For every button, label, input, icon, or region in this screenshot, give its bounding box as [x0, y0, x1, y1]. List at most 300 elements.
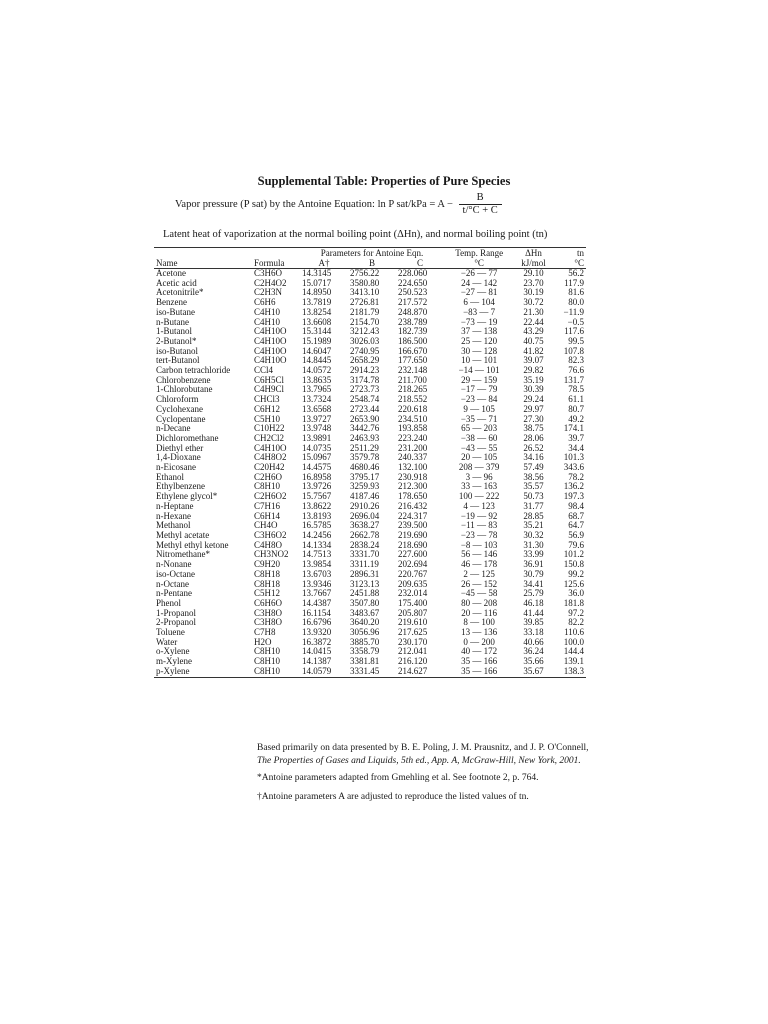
formula-cell: C4H10O — [254, 355, 287, 366]
antoine-a-cell: 13.8254 — [302, 306, 332, 317]
formula-cell: CCl4 — [254, 365, 274, 376]
antoine-c-cell: 250.523 — [398, 287, 428, 298]
species-name-cell: Cyclopentane — [156, 413, 206, 424]
formula-cell: C20H42 — [254, 462, 285, 473]
species-name-cell: n-Heptane — [156, 500, 194, 511]
formula-cell: C6H6O — [254, 597, 283, 608]
boiling-point-cell: 78.5 — [568, 384, 584, 395]
antoine-c-cell: 230.170 — [398, 636, 428, 647]
antoine-b-cell: 3331.70 — [350, 549, 380, 560]
temp-range-cell: −23 — 84 — [460, 394, 498, 405]
antoine-a-cell: 13.8622 — [302, 500, 332, 511]
temp-range-cell: 29 — 159 — [461, 374, 498, 385]
heat-vaporization-cell: 38.75 — [523, 423, 544, 434]
temp-range-cell: 24 — 142 — [461, 277, 498, 288]
boiling-point-cell: 144.4 — [563, 646, 584, 657]
formula-cell: C5H10 — [254, 413, 281, 424]
antoine-c-cell: 220.767 — [398, 568, 428, 579]
antoine-c-cell: 248.870 — [398, 306, 428, 317]
heat-vaporization-cell: 46.18 — [523, 597, 544, 608]
antoine-a-cell: 13.9727 — [302, 413, 332, 424]
antoine-b-cell: 2658.29 — [350, 355, 380, 366]
antoine-a-cell: 13.6703 — [302, 568, 332, 579]
species-name-cell: n-Pentane — [156, 588, 192, 599]
species-name-cell: Ethanol — [156, 471, 184, 482]
antoine-c-cell: 186.500 — [398, 335, 428, 346]
antoine-c-cell: 239.500 — [398, 520, 428, 531]
antoine-a-cell: 13.8635 — [302, 374, 332, 385]
antoine-a-cell: 14.4387 — [302, 597, 332, 608]
boiling-point-cell: 99.2 — [568, 568, 584, 579]
temp-range-cell: 6 — 104 — [463, 297, 495, 308]
antoine-c-cell: 218.552 — [398, 394, 428, 405]
heat-vaporization-cell: 22.44 — [523, 316, 544, 327]
temp-range-cell: 33 — 163 — [461, 481, 498, 492]
temp-range-cell: 4 — 123 — [463, 500, 495, 511]
antoine-b-cell: 3212.43 — [350, 326, 380, 337]
boiling-point-cell: 343.6 — [563, 462, 584, 473]
boiling-point-cell: 100.0 — [563, 636, 584, 647]
antoine-a-cell: 14.0735 — [302, 442, 332, 453]
species-name-cell: Carbon tetrachloride — [156, 365, 231, 376]
heat-vaporization-cell: 29.10 — [523, 268, 544, 278]
antoine-c-cell: 175.400 — [398, 597, 428, 608]
formula-cell: C8H18 — [254, 578, 281, 589]
heat-vaporization-cell: 28.06 — [523, 432, 544, 443]
formula-cell: C3H6O2 — [254, 529, 287, 540]
species-name-cell: n-Eicosane — [156, 462, 196, 473]
antoine-a-cell: 16.6796 — [302, 617, 332, 628]
antoine-a-cell: 13.7965 — [302, 384, 332, 395]
temp-range-cell: 10 — 101 — [461, 355, 498, 366]
antoine-c-cell: 224.650 — [398, 277, 428, 288]
antoine-a-cell: 15.3144 — [302, 326, 332, 337]
antoine-c-cell: 217.572 — [398, 297, 428, 308]
antoine-b-cell: 2696.04 — [350, 510, 380, 521]
antoine-a-cell: 13.9854 — [302, 559, 332, 570]
antoine-a-cell: 14.0579 — [302, 665, 332, 676]
formula-cell: C2H6O2 — [254, 491, 287, 502]
antoine-b-cell: 2756.22 — [350, 268, 380, 278]
antoine-c-cell: 216.432 — [398, 500, 428, 511]
boiling-point-cell: 99.5 — [568, 335, 584, 346]
boiling-point-cell: 98.4 — [568, 500, 584, 511]
boiling-point-cell: 131.7 — [563, 374, 584, 385]
formula-cell: C3H8O — [254, 607, 283, 618]
antoine-b-cell: 3640.20 — [350, 617, 380, 628]
heat-vaporization-cell: 40.75 — [523, 335, 544, 346]
formula-cell: C4H10O — [254, 326, 287, 337]
heat-vaporization-cell: 33.99 — [523, 549, 544, 560]
heat-vaporization-cell: 27.30 — [523, 413, 544, 424]
heat-vaporization-cell: 35.19 — [523, 374, 544, 385]
species-name-cell: Nitromethane* — [156, 549, 210, 560]
heat-vaporization-cell: 57.49 — [523, 462, 544, 473]
formula-cell: C8H10 — [254, 665, 281, 676]
antoine-b-cell: 2723.44 — [350, 403, 380, 414]
formula-cell: C6H6 — [254, 297, 276, 308]
heat-vaporization-cell: 30.39 — [523, 384, 544, 395]
boiling-point-cell: 125.6 — [563, 578, 584, 589]
antoine-c-cell: 218.265 — [398, 384, 428, 395]
formula-cell: C4H9Cl — [254, 384, 285, 395]
antoine-a-cell: 13.9726 — [302, 481, 332, 492]
antoine-c-cell: 217.625 — [398, 627, 428, 638]
formula-cell: C4H10O — [254, 442, 287, 453]
antoine-denominator: t/°C + C — [462, 205, 498, 216]
antoine-b-cell: 3174.78 — [350, 374, 380, 385]
antoine-a-cell: 16.8958 — [302, 471, 332, 482]
antoine-b-cell: 2896.31 — [350, 568, 380, 579]
heat-vaporization-cell: 43.29 — [523, 326, 544, 337]
star-footnote: *Antoine parameters adapted from Gmehling et al. See footnote 2, p. 764. — [257, 773, 539, 783]
boiling-point-cell: 36.0 — [568, 588, 584, 599]
temp-range-cell: 37 — 138 — [461, 326, 498, 337]
antoine-c-cell: 132.100 — [398, 462, 428, 473]
antoine-a-cell: 16.3872 — [302, 636, 332, 647]
formula-cell: C6H12 — [254, 403, 281, 414]
species-name-cell: Acetonitrile* — [156, 287, 204, 298]
boiling-point-cell: 136.2 — [563, 481, 584, 492]
species-name-cell: n-Octane — [156, 578, 189, 589]
temp-range-cell: 20 — 116 — [461, 607, 497, 618]
antoine-a-cell: 14.2456 — [302, 529, 332, 540]
boiling-point-cell: 110.6 — [564, 627, 584, 638]
boiling-point-cell: 117.9 — [564, 277, 584, 288]
antoine-c-cell: 223.240 — [398, 432, 428, 443]
antoine-b-cell: 3483.67 — [350, 607, 380, 618]
antoine-b-cell: 2181.79 — [350, 306, 380, 317]
temp-range-cell: −26 — 77 — [460, 268, 498, 278]
heat-vaporization-cell: 34.16 — [523, 452, 544, 463]
heat-vaporization-cell: 26.52 — [523, 442, 544, 453]
formula-cell: C4H10O — [254, 335, 287, 346]
heat-vaporization-cell: 36.91 — [523, 559, 544, 570]
boiling-point-cell: 34.4 — [568, 442, 584, 453]
formula-cell: CH4O — [254, 520, 278, 531]
boiling-point-cell: 80.0 — [568, 297, 584, 308]
species-name-cell: Ethylbenzene — [156, 481, 205, 492]
species-name-cell: m-Xylene — [156, 656, 192, 667]
antoine-b-cell: 2548.74 — [350, 394, 380, 405]
temp-range-cell: 35 — 166 — [461, 656, 498, 667]
antoine-c-cell: 232.148 — [398, 365, 428, 376]
source-line-2: The Properties of Gases and Liquids, 5th ed., App. A, McGraw-Hill, New York, 2001. — [257, 756, 581, 766]
a-header: A† — [318, 258, 330, 268]
formula-cell: C2H6O — [254, 471, 283, 482]
antoine-a-cell: 14.4575 — [302, 462, 332, 473]
antoine-b-cell: 4680.46 — [350, 462, 380, 473]
header-row-1 — [154, 248, 586, 259]
temp-range-cell: −14 — 101 — [458, 365, 500, 376]
heat-vaporization-cell: 21.30 — [523, 306, 544, 317]
antoine-equation-line — [175, 192, 595, 217]
antoine-a-cell: 14.0572 — [302, 365, 332, 376]
temp-range-cell: −35 — 71 — [460, 413, 498, 424]
boiling-point-cell: 97.2 — [568, 607, 584, 618]
antoine-c-cell: 234.510 — [398, 413, 428, 424]
page-title: Supplemental Table: Properties of Pure Species — [257, 174, 511, 188]
antoine-a-cell: 14.6047 — [302, 345, 332, 356]
antoine-c-cell: 231.200 — [398, 442, 428, 453]
formula-cell: C6H14 — [254, 510, 281, 521]
species-name-cell: 1,4-Dioxane — [156, 452, 201, 463]
antoine-a-cell: 14.7513 — [302, 549, 332, 560]
antoine-a-cell: 14.8445 — [302, 355, 332, 366]
species-name-cell: 1-Propanol — [156, 607, 196, 618]
boiling-point-cell: 150.8 — [563, 559, 584, 570]
temp-range-cell: 46 — 178 — [461, 559, 498, 570]
antoine-c-cell: 238.789 — [398, 316, 428, 327]
boiling-point-cell: 181.8 — [563, 597, 584, 608]
heat-vaporization-cell: 39.85 — [523, 617, 544, 628]
boiling-point-cell: −11.9 — [563, 306, 584, 317]
heat-vaporization-cell: 28.85 — [523, 510, 544, 521]
antoine-b-cell: 3259.93 — [350, 481, 380, 492]
formula-cell: C9H20 — [254, 559, 281, 570]
formula-cell: C8H10 — [254, 656, 281, 667]
heat-vaporization-cell: 41.82 — [523, 345, 544, 356]
species-name-cell: iso-Octane — [156, 568, 195, 579]
antoine-a-cell: 15.1989 — [302, 335, 332, 346]
species-name-cell: 1-Butanol — [156, 326, 192, 337]
temp-range-cell: −11 — 83 — [461, 520, 498, 531]
dh-unit-header: kJ/mol — [521, 258, 546, 268]
species-name-cell: Water — [156, 636, 178, 647]
antoine-b-cell: 3331.45 — [350, 665, 380, 676]
antoine-c-cell: 232.014 — [398, 588, 428, 599]
heat-vaporization-cell: 38.56 — [523, 471, 544, 482]
tn-header: tn — [576, 248, 584, 258]
species-name-cell: Methyl acetate — [156, 529, 210, 540]
formula-cell: C7H8 — [254, 627, 276, 638]
latent-heat-line: Latent heat of vaporization at the normal boiling point (ΔHn), and normal boiling point (tn) — [163, 229, 548, 240]
temp-range-cell: 100 — 222 — [458, 491, 500, 502]
antoine-a-cell: 13.6608 — [302, 316, 332, 327]
formula-cell: C4H10 — [254, 306, 281, 317]
boiling-point-cell: 139.1 — [563, 656, 584, 667]
heat-vaporization-cell: 25.79 — [523, 588, 544, 599]
boiling-point-cell: 39.7 — [568, 432, 584, 443]
species-name-cell: Methyl ethyl ketone — [156, 539, 229, 550]
antoine-b-cell: 3358.79 — [350, 646, 380, 657]
boiling-point-cell: 174.1 — [563, 423, 584, 434]
table-row — [154, 667, 586, 677]
formula-cell: C8H18 — [254, 568, 281, 579]
antoine-a-cell: 13.9346 — [302, 578, 332, 589]
heat-vaporization-cell: 40.66 — [523, 636, 544, 647]
temp-range-cell: −43 — 55 — [460, 442, 498, 453]
formula-cell: C7H16 — [254, 500, 281, 511]
formula-cell: C4H8O — [254, 539, 283, 550]
formula-cell: C2H4O2 — [254, 277, 287, 288]
antoine-a-cell: 16.5785 — [302, 520, 332, 531]
temp-range-cell: −19 — 92 — [460, 510, 498, 521]
formula-cell: C4H10 — [254, 316, 281, 327]
boiling-point-cell: 68.7 — [568, 510, 584, 521]
temp-unit-header: °C — [474, 258, 484, 268]
antoine-b-cell: 3381.81 — [350, 656, 380, 667]
species-name-cell: iso-Butane — [156, 306, 195, 317]
antoine-c-cell: 211.700 — [398, 374, 427, 385]
formula-cell: CH3NO2 — [254, 549, 289, 560]
heat-vaporization-cell: 41.44 — [523, 607, 544, 618]
temp-range-cell: 8 — 100 — [463, 617, 495, 628]
species-name-cell: 2-Butanol* — [156, 335, 197, 346]
heat-vaporization-cell: 39.07 — [523, 355, 544, 366]
species-name-cell: tert-Butanol — [156, 355, 200, 366]
species-name-cell: Methanol — [156, 520, 191, 531]
temp-range-cell: 9 — 105 — [463, 403, 495, 414]
boiling-point-cell: 107.8 — [563, 345, 584, 356]
antoine-c-cell: 205.807 — [398, 607, 428, 618]
antoine-numerator: B — [459, 192, 502, 205]
boiling-point-cell: 138.3 — [563, 665, 584, 676]
species-name-cell: n-Butane — [156, 316, 189, 327]
species-name-cell: p-Xylene — [156, 665, 190, 676]
antoine-c-cell: 220.618 — [398, 403, 428, 414]
species-name-cell: o-Xylene — [156, 646, 190, 657]
formula-cell: C3H6O — [254, 268, 283, 278]
antoine-b-cell: 2838.24 — [350, 539, 380, 550]
temp-range-cell: 3 — 96 — [465, 471, 493, 482]
antoine-a-cell: 13.9748 — [302, 423, 332, 434]
antoine-a-cell: 14.1387 — [302, 656, 332, 667]
formula-cell: CH2Cl2 — [254, 432, 285, 443]
antoine-a-cell: 13.7324 — [302, 394, 332, 405]
antoine-b-cell: 3026.03 — [350, 335, 380, 346]
boiling-point-cell: 81.6 — [568, 287, 584, 298]
c-header: C — [417, 258, 424, 268]
formula-header: Formula — [254, 258, 285, 268]
boiling-point-cell: 82.2 — [568, 617, 584, 628]
heat-vaporization-cell: 29.24 — [523, 394, 544, 405]
heat-vaporization-cell: 30.72 — [523, 297, 544, 308]
antoine-c-cell: 193.858 — [398, 423, 428, 434]
temp-range-cell: 30 — 128 — [461, 345, 498, 356]
temp-range-cell: −45 — 58 — [460, 588, 498, 599]
species-name-cell: Toluene — [156, 627, 185, 638]
boiling-point-cell: 56.2 — [568, 268, 584, 278]
antoine-c-cell: 224.317 — [398, 510, 428, 521]
b-header: B — [368, 258, 375, 268]
antoine-c-cell: 202.694 — [398, 559, 428, 570]
antoine-c-cell: 218.690 — [398, 539, 428, 550]
antoine-a-cell: 13.8193 — [302, 510, 332, 521]
antoine-b-cell: 3311.19 — [350, 559, 379, 570]
antoine-c-cell: 219.690 — [398, 529, 428, 540]
temp-range-cell: 20 — 105 — [461, 452, 498, 463]
formula-cell: C8H10 — [254, 481, 281, 492]
temp-range-cell: 40 — 172 — [461, 646, 498, 657]
boiling-point-cell: −0.5 — [567, 316, 584, 327]
antoine-b-cell: 2463.93 — [350, 432, 380, 443]
antoine-c-cell: 240.337 — [398, 452, 428, 463]
boiling-point-cell: 80.7 — [568, 403, 584, 414]
heat-vaporization-cell: 50.73 — [523, 491, 544, 502]
antoine-c-cell: 227.600 — [398, 549, 428, 560]
heat-vaporization-cell: 31.77 — [523, 500, 544, 511]
temp-range-cell: −38 — 60 — [460, 432, 498, 443]
boiling-point-cell: 197.3 — [563, 491, 584, 502]
temp-range-cell: −17 — 79 — [460, 384, 498, 395]
heat-vaporization-cell: 29.82 — [523, 365, 544, 376]
properties-table-container — [154, 247, 586, 680]
formula-cell: CHCl3 — [254, 394, 280, 405]
temp-range-cell: 2 — 125 — [463, 568, 495, 579]
antoine-b-cell: 2154.70 — [350, 316, 380, 327]
species-name-cell: Acetic acid — [156, 277, 197, 288]
antoine-b-cell: 3056.96 — [350, 627, 380, 638]
antoine-a-cell: 13.9320 — [302, 627, 332, 638]
antoine-b-cell: 3442.76 — [350, 423, 380, 434]
antoine-c-cell: 212.041 — [398, 646, 428, 657]
table-body — [154, 269, 586, 678]
formula-cell: C2H3N — [254, 287, 283, 298]
boiling-point-cell: 61.1 — [568, 394, 584, 405]
formula-cell: C6H5Cl — [254, 374, 285, 385]
heat-vaporization-cell: 36.24 — [523, 646, 544, 657]
boiling-point-cell: 64.7 — [568, 520, 584, 531]
temp-range-cell: −8 — 103 — [460, 539, 498, 550]
antoine-c-cell: 182.739 — [398, 326, 428, 337]
antoine-b-cell: 3580.80 — [350, 277, 380, 288]
formula-cell: C4H10O — [254, 345, 287, 356]
species-name-cell: n-Hexane — [156, 510, 191, 521]
boiling-point-cell: 101.3 — [563, 452, 584, 463]
boiling-point-cell: 117.6 — [564, 326, 584, 337]
antoine-a-cell: 15.0717 — [302, 277, 332, 288]
temp-range-cell: 26 — 152 — [461, 578, 498, 589]
antoine-c-cell: 219.610 — [398, 617, 428, 628]
boiling-point-cell: 101.2 — [563, 549, 584, 560]
species-name-cell: 2-Propanol — [156, 617, 196, 628]
temp-range-cell: 56 — 146 — [461, 549, 498, 560]
dagger-footnote: †Antoine parameters A are adjusted to reproduce the listed values of tn. — [257, 792, 529, 802]
species-name-cell: Cyclohexane — [156, 403, 203, 414]
species-name-cell: Chlorobenzene — [156, 374, 211, 385]
antoine-a-cell: 13.7667 — [302, 588, 332, 599]
temp-range-cell: 13 — 136 — [461, 627, 498, 638]
antoine-c-cell: 178.650 — [398, 491, 428, 502]
species-name-cell: n-Decane — [156, 423, 191, 434]
antoine-b-cell: 4187.46 — [350, 491, 380, 502]
antoine-b-cell: 2914.23 — [350, 365, 380, 376]
name-header: Name — [156, 258, 178, 268]
antoine-b-cell: 3123.13 — [350, 578, 380, 589]
antoine-b-cell: 2511.29 — [350, 442, 379, 453]
antoine-b-cell: 3579.78 — [350, 452, 380, 463]
temp-range-cell: −73 — 19 — [460, 316, 498, 327]
temp-range-cell: 208 — 379 — [458, 462, 500, 473]
antoine-c-cell: 166.670 — [398, 345, 428, 356]
species-name-cell: Ethylene glycol* — [156, 491, 218, 502]
boiling-point-cell: 49.2 — [568, 413, 584, 424]
antoine-a-cell: 13.7819 — [302, 297, 332, 308]
antoine-b-cell: 3507.80 — [350, 597, 380, 608]
antoine-fraction — [459, 192, 502, 217]
params-group-header: Parameters for Antoine Eqn. — [320, 248, 424, 258]
antoine-c-cell: 216.120 — [398, 656, 428, 667]
antoine-a-cell: 15.0967 — [302, 452, 332, 463]
temp-range-cell: 0 — 200 — [463, 636, 495, 647]
heat-vaporization-cell: 31.30 — [523, 539, 544, 550]
antoine-c-cell: 177.650 — [398, 355, 428, 366]
antoine-a-cell: 14.3145 — [302, 268, 332, 278]
properties-table — [154, 247, 586, 680]
table-bottom-rule — [154, 677, 586, 680]
species-name-cell: Acetone — [156, 268, 186, 278]
